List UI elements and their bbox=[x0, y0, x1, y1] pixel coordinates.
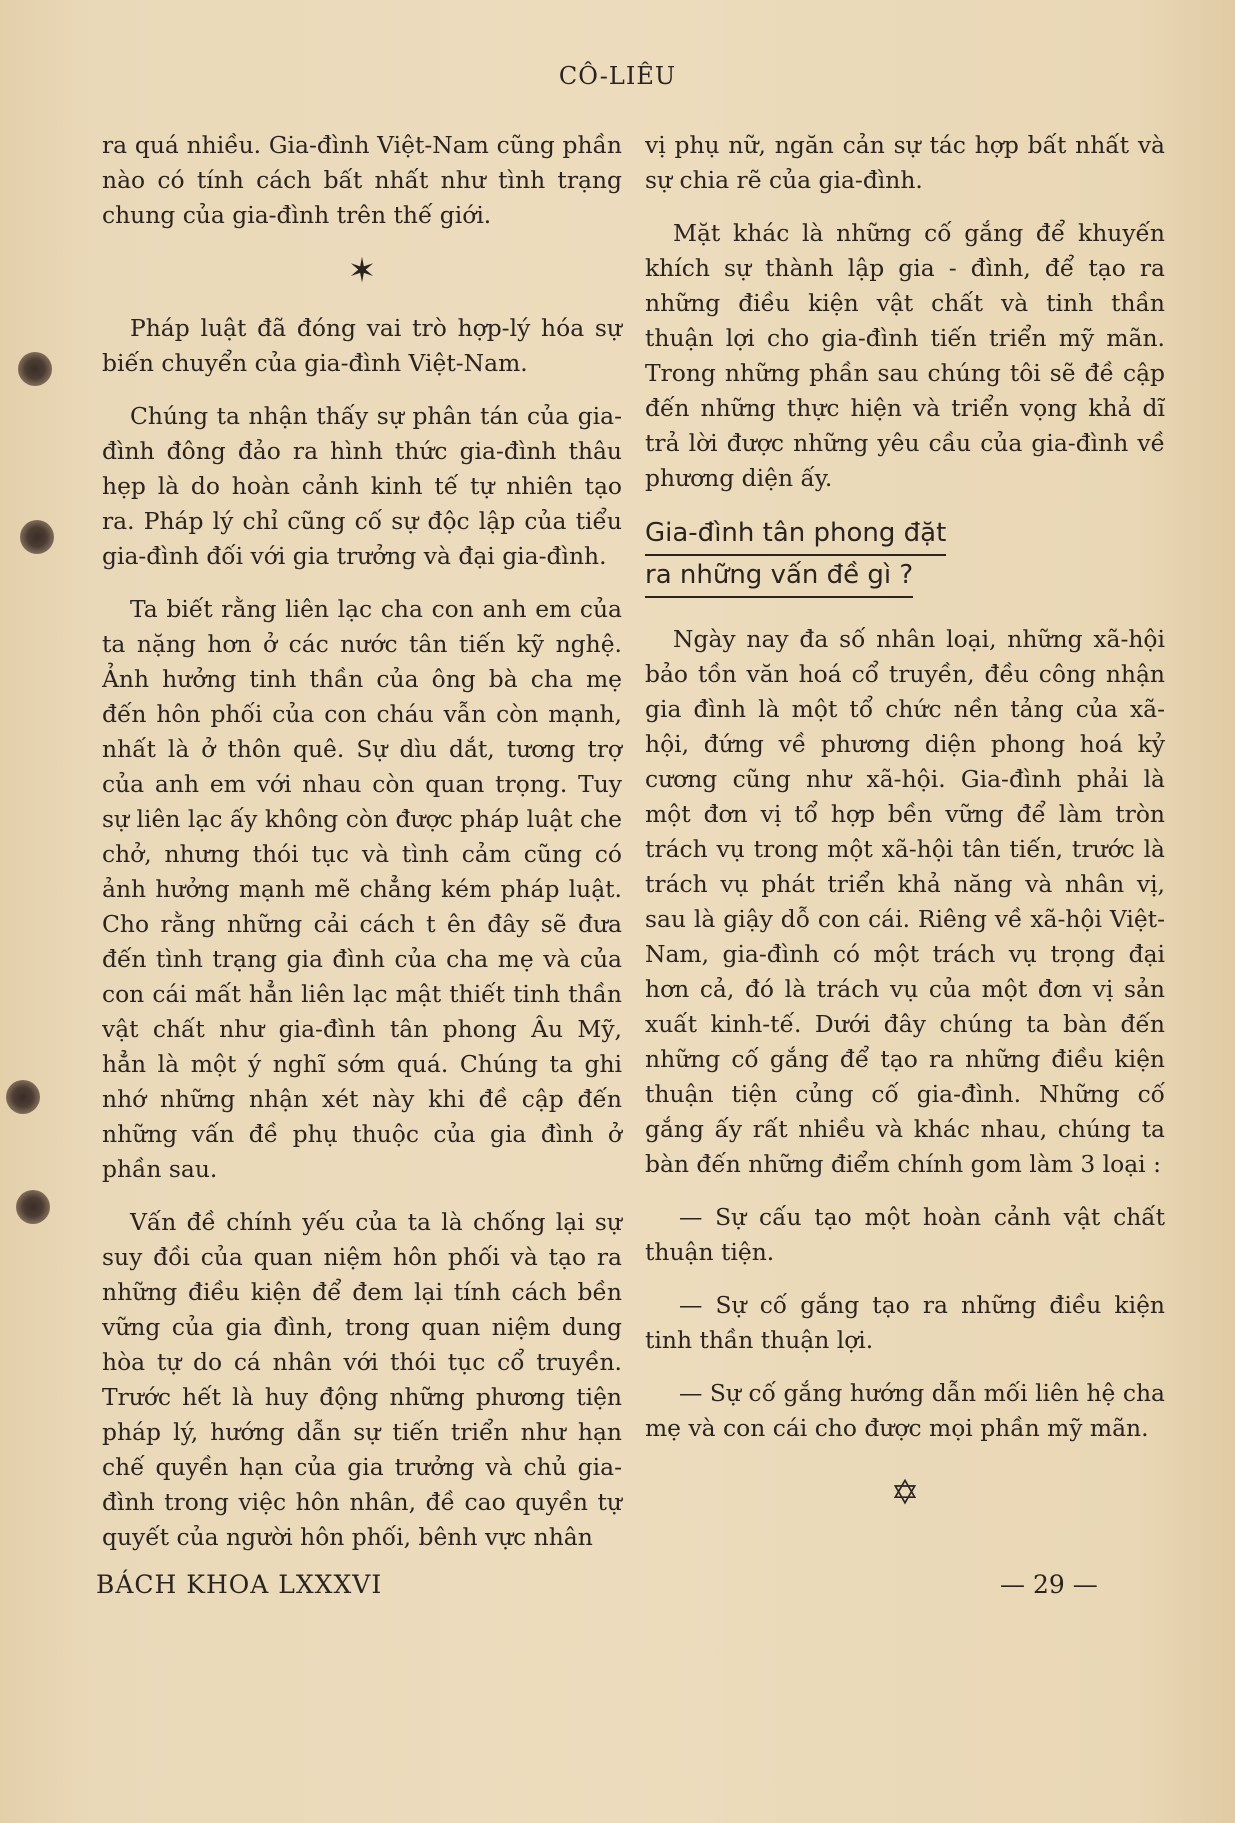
section-heading-line: Gia-đình tân phong đặt bbox=[645, 514, 946, 556]
section-heading bbox=[645, 514, 1165, 598]
binding-hole bbox=[6, 1080, 40, 1114]
list-item: — Sự cấu tạo một hoàn cảnh vật chất thuận tiện. bbox=[645, 1203, 1165, 1266]
end-mark-icon: ✡ bbox=[890, 1473, 920, 1513]
paragraph: vị phụ nữ, ngăn cản sự tác hợp bất nhất và sự chia rẽ của gia-đình. bbox=[645, 131, 1165, 194]
binding-hole bbox=[20, 520, 54, 554]
paragraph: ra quá nhiều. Gia-đình Việt-Nam cũng phần nào có tính cách bất nhất như tình trạng chung của gia-đình trên thế giới. bbox=[102, 131, 622, 229]
right-column bbox=[645, 128, 1165, 1511]
section-separator: ✶ bbox=[347, 251, 377, 291]
paragraph: Mặt khác là những cố gắng để khuyến khích sự thành lập gia - đình, để tạo ra những điều kiện vật chất và tinh thần thuận lợi cho gia-đình tiến triển mỹ mãn. Trong những phần sau chúng tôi sẽ đề cập đến những thực hiện và triển vọng khả dĩ trả lời được những yêu cầu của gia-đình về phương diện ấy. bbox=[645, 219, 1165, 492]
paragraph: Ngày nay đa số nhân loại, những xã-hội bảo tồn văn hoá cổ truyền, đều công nhận gia đình là một tổ chức nền tảng của xã-hội, đứng về phương diện phong hoá kỷ cương cũng như xã-hội. Gia-đình phải là một đơn vị tổ hợp bền vững để làm tròn trách vụ trong một xã-hội tân tiến, trước là trách vụ phát triển khả năng và nhân vị, sau là giậy dỗ con cái. Riêng về xã-hội Việt-Nam, gia-đình có một trách vụ trọng đại hơn cả, đó là trách vụ của một đơn vị sản xuất kinh-tế. Dưới đây chúng ta bàn đến những cố gắng để tạo ra những điều kiện thuận tiện củng cố gia-đình. Những cố gắng ấy rất nhiều và khác nhau, chúng ta bàn đến những điểm chính gom làm 3 loại : bbox=[645, 625, 1165, 1178]
section-heading-line: ra những vấn đề gì ? bbox=[645, 556, 913, 598]
paragraph: Chúng ta nhận thấy sự phân tán của gia-đình đông đảo ra hình thức gia-đình thâu hẹp là do hoàn cảnh kinh tế tự nhiên tạo ra. Pháp lý chỉ cũng cố sự độc lập của tiểu gia-đình đối với gia trưởng và đại gia-đình. bbox=[102, 402, 622, 570]
paragraph: Ta biết rằng liên lạc cha con anh em của ta nặng hơn ở các nước tân tiến kỹ nghệ. Ảnh hưởng tinh thần của ông bà cha mẹ đến hôn phối của con cháu vẫn còn mạnh, nhất là ở thôn quê. Sự dìu dắt, tương trợ của anh em với nhau còn quan trọng. Tuy sự liên lạc ấy không còn được pháp luật che chở, nhưng thói tục và tình cảm cũng có ảnh hưởng mạnh mẽ chẳng kém pháp luật. Cho rằng những cải cách t ên đây sẽ đưa đến tình trạng gia đình của cha mẹ và của con cái mất hẳn liên lạc mật thiết tinh thần vật chất như gia-đình tân phong Âu Mỹ, hẳn là một ý nghĩ sớm quá. Chúng ta ghi nhớ những nhận xét này khi đề cập đến những vấn đề phụ thuộc của gia đình ở phần sau. bbox=[102, 595, 622, 1183]
list-item: — Sự cố gắng tạo ra những điều kiện tinh thần thuận lợi. bbox=[645, 1291, 1165, 1354]
left-column bbox=[102, 128, 622, 1573]
paragraph: Pháp luật đã đóng vai trò hợp-lý hóa sự biến chuyển của gia-đình Việt-Nam. bbox=[102, 314, 622, 377]
list-item: — Sự cố gắng hướng dẫn mối liên hệ cha mẹ và con cái cho được mọi phần mỹ mãn. bbox=[645, 1379, 1165, 1442]
page-number: — 29 — bbox=[1000, 1570, 1098, 1599]
running-head: CÔ-LIÊU bbox=[558, 62, 677, 90]
binding-hole bbox=[16, 1190, 50, 1224]
publication-name: BÁCH KHOA LXXXVI bbox=[96, 1570, 383, 1599]
paragraph: Vấn đề chính yếu của ta là chống lại sự suy đồi của quan niệm hôn phối và tạo ra những điều kiện để đem lại tính cách bền vững của gia đình, trong quan niệm dung hòa tự do cá nhân với thói tục cổ truyền. Trước hết là huy động những phương tiện pháp lý, hướng dẫn sự tiến triển như hạn chế quyền hạn của gia trưởng và chủ gia-đình trong việc hôn nhân, đề cao quyền tự quyết của người hôn phối, bênh vực nhân bbox=[102, 1208, 622, 1551]
binding-hole bbox=[18, 352, 52, 386]
